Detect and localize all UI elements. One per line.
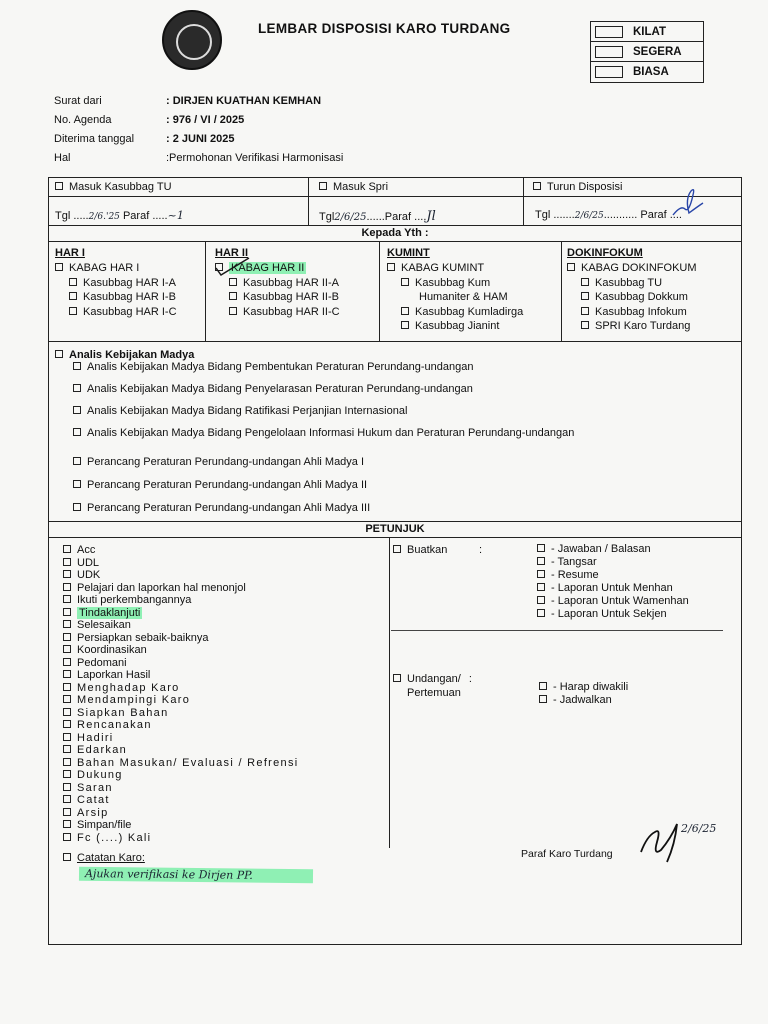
checkbox[interactable]: [63, 833, 71, 841]
colon: :: [468, 673, 472, 685]
checkbox[interactable]: [63, 583, 71, 591]
checkbox[interactable]: [63, 708, 71, 716]
paraf-label: Paraf .....: [122, 210, 168, 222]
unit-head: KUMINT: [387, 247, 430, 259]
paraf-karo-label: Paraf Karo Turdang: [521, 848, 613, 860]
unit-sub-cont: [387, 290, 523, 305]
unit-head: DOKINFOKUM: [567, 247, 643, 259]
petunjuk-label: Rencanakan: [77, 719, 152, 732]
signature-date: 2/6/25: [681, 822, 717, 835]
checkbox[interactable]: [63, 758, 71, 766]
petunjuk-item[interactable]: [63, 769, 299, 782]
analis-label: Analis Kebijakan Madya Bidang Ratifikasi Perjanjian Internasional: [87, 405, 408, 417]
petunjuk-item[interactable]: [63, 657, 299, 670]
letter-info: [54, 91, 343, 167]
unit-kumint: [387, 247, 523, 334]
checkbox[interactable]: [595, 26, 623, 38]
analis-head[interactable]: [55, 349, 194, 361]
unit-label: Kasubbag Kumladirga: [415, 305, 524, 318]
checkbox[interactable]: [537, 596, 545, 604]
analis-label: Analis Kebijakan Madya Bidang Penyelarasan Peraturan Perundang-undangan: [87, 383, 473, 395]
analis-item[interactable]: [73, 456, 364, 468]
buatkan-options: [537, 542, 689, 620]
checkbox[interactable]: [73, 503, 81, 511]
checkbox[interactable]: [63, 808, 71, 816]
divider: [391, 630, 723, 631]
checkbox[interactable]: [63, 595, 71, 603]
checkbox[interactable]: [73, 384, 81, 392]
analis-label: Perancang Peraturan Perundang-undangan Ahli Madya II: [87, 479, 368, 491]
buatkan-item-label: - Jawaban / Balasan: [551, 542, 651, 555]
petunjuk-item[interactable]: [63, 644, 299, 657]
checkbox[interactable]: [595, 46, 623, 58]
petunjuk-item[interactable]: [63, 582, 299, 595]
unit-sub[interactable]: [55, 290, 177, 305]
checkbox[interactable]: [63, 853, 71, 861]
analis-item[interactable]: [73, 479, 367, 491]
checkbox[interactable]: [63, 670, 71, 678]
checkbox[interactable]: [63, 795, 71, 803]
petunjuk-item[interactable]: [63, 694, 299, 707]
petunjuk-label: UDL: [77, 556, 100, 569]
checkbox[interactable]: [537, 544, 545, 552]
petunjuk-label: Acc: [77, 544, 96, 557]
undangan-options: [539, 680, 628, 706]
checkbox[interactable]: [63, 770, 71, 778]
checkbox[interactable]: [537, 557, 545, 565]
checkbox[interactable]: [393, 545, 401, 553]
priority-segera[interactable]: [591, 42, 703, 62]
checkbox[interactable]: [401, 307, 409, 315]
divider: [523, 197, 524, 225]
masuk-label: Masuk Kasubbag TU: [69, 181, 172, 193]
petunjuk-label: Mendampingi Karo: [77, 694, 191, 707]
petunjuk-label: Persiapkan sebaik-baiknya: [77, 631, 209, 644]
checkbox[interactable]: [69, 307, 77, 315]
petunjuk-item[interactable]: [63, 719, 299, 732]
petunjuk-section: [49, 538, 741, 944]
unit-label: Kasubbag Kum: [415, 276, 491, 289]
analis-item[interactable]: [73, 383, 473, 395]
checkbox[interactable]: [319, 182, 327, 190]
petunjuk-item[interactable]: [63, 569, 299, 582]
tgl-row: [49, 197, 741, 226]
priority-label: BIASA: [633, 66, 669, 78]
petunjuk-item[interactable]: [63, 594, 299, 607]
info-value: : DIRJEN KUATHAN KEMHAN: [166, 94, 322, 107]
masuk-turun[interactable]: [533, 181, 622, 193]
unit-label: Kasubbag Jianint: [415, 320, 500, 333]
unit-sub[interactable]: [567, 290, 697, 305]
checkbox[interactable]: [387, 263, 395, 271]
checkbox[interactable]: [55, 350, 63, 358]
checkbox[interactable]: [567, 263, 575, 271]
buatkan-item[interactable]: [537, 607, 689, 620]
checkbox[interactable]: [63, 683, 71, 691]
divider: [561, 242, 562, 341]
analis-item[interactable]: [73, 502, 370, 514]
handwritten-date: 2/6/25: [334, 212, 367, 223]
petunjuk-label: Siapkan Bahan: [77, 706, 169, 719]
unit-label: Kasubbag HAR II-A: [243, 276, 339, 289]
checkbox[interactable]: [595, 66, 623, 78]
buatkan-item-label: - Laporan Untuk Sekjen: [551, 607, 667, 620]
tgl-spri: [319, 209, 436, 224]
buatkan-item[interactable]: [537, 555, 689, 568]
petunjuk-item[interactable]: [63, 794, 299, 807]
paraf-label: ......Paraf ....: [366, 211, 427, 223]
units-section: [49, 242, 741, 342]
checkbox[interactable]: [533, 182, 541, 190]
checkbox[interactable]: [401, 278, 409, 286]
unit-har-i: [55, 247, 177, 319]
undangan-option[interactable]: [393, 672, 472, 700]
petunjuk-item[interactable]: [63, 557, 299, 570]
checkbox[interactable]: [537, 570, 545, 578]
unit-label: KABAG HAR II: [231, 262, 305, 275]
buatkan-item-label: - Laporan Untuk Wamenhan: [551, 594, 689, 607]
divider: [308, 178, 309, 196]
handwritten-date: 2/6.'25: [88, 212, 120, 222]
checkbox[interactable]: [229, 278, 237, 286]
checkbox[interactable]: [63, 633, 71, 641]
checkbox[interactable]: [581, 307, 589, 315]
tgl-label: Tgl .......: [535, 209, 575, 221]
petunjuk-label: UDK: [77, 569, 101, 582]
analis-item[interactable]: [73, 427, 574, 439]
unit-head: HAR I: [55, 247, 85, 259]
petunjuk-item[interactable]: [63, 732, 299, 745]
unit-sub[interactable]: [55, 276, 177, 291]
unit-sub[interactable]: [215, 290, 340, 305]
divider: [379, 242, 380, 341]
unit-label: Kasubbag Dokkum: [595, 291, 688, 304]
checkbox[interactable]: [73, 457, 81, 465]
unit-sub[interactable]: [387, 319, 523, 334]
petunjuk-label: Bahan Masukan/ Evaluasi / Refrensi: [77, 756, 299, 769]
unit-label: Kasubbag HAR II-C: [243, 305, 340, 318]
priority-box: [590, 21, 704, 83]
catatan-label: Catatan Karo:: [77, 852, 145, 864]
undangan-item[interactable]: [539, 693, 628, 706]
unit-sub[interactable]: [567, 305, 697, 320]
checkbox[interactable]: [537, 609, 545, 617]
buatkan-item[interactable]: [537, 594, 689, 607]
petunjuk-label: Pelajari dan laporkan hal menonjol: [77, 581, 246, 594]
petunjuk-item[interactable]: [63, 632, 299, 645]
analis-item[interactable]: [73, 405, 407, 417]
checkbox[interactable]: [63, 645, 71, 653]
petunjuk-label: Tindaklanjuti: [79, 606, 141, 619]
ministry-logo: [162, 10, 222, 70]
checkbox[interactable]: [63, 620, 71, 628]
checkbox[interactable]: [63, 783, 71, 791]
checkbox[interactable]: [55, 182, 63, 190]
petunjuk-label: Arsip: [77, 806, 109, 819]
buatkan-option[interactable]: [393, 544, 447, 556]
checkbox[interactable]: [63, 733, 71, 741]
petunjuk-item[interactable]: [63, 807, 299, 820]
checkbox[interactable]: [63, 695, 71, 703]
unit-sub[interactable]: [387, 305, 523, 320]
checkbox[interactable]: [581, 292, 589, 300]
checkbox[interactable]: [229, 292, 237, 300]
unit-label: KABAG DOKINFOKUM: [581, 262, 697, 275]
checkbox[interactable]: [63, 720, 71, 728]
tgl-turun: [535, 209, 682, 221]
disposition-table: [48, 177, 742, 945]
undangan-item[interactable]: [539, 680, 628, 693]
catatan-karo[interactable]: [63, 852, 145, 864]
unit-main[interactable]: [567, 261, 697, 276]
checkbox[interactable]: [229, 307, 237, 315]
checked-checkbox[interactable]: [63, 608, 71, 616]
unit-label: Kasubbag HAR I-B: [83, 291, 176, 304]
checkbox[interactable]: [581, 278, 589, 286]
unit-label: SPRI Karo Turdang: [595, 320, 691, 333]
info-value: : 976 / VI / 2025: [166, 113, 245, 126]
divider: [523, 178, 524, 196]
page-title: LEMBAR DISPOSISI KARO TURDANG: [258, 21, 511, 36]
petunjuk-label: Koordinasikan: [77, 644, 147, 657]
unit-sub[interactable]: [215, 305, 340, 320]
info-value: :Permohonan Verifikasi Harmonisasi: [166, 151, 344, 164]
petunjuk-label: Menghadap Karo: [77, 681, 180, 694]
petunjuk-item[interactable]: [63, 544, 299, 557]
petunjuk-label: Laporkan Hasil: [77, 669, 151, 682]
checkbox[interactable]: [69, 292, 77, 300]
checkbox[interactable]: [63, 745, 71, 753]
checkbox[interactable]: [73, 362, 81, 370]
pertemuan-label: Pertemuan: [407, 687, 461, 699]
petunjuk-item[interactable]: [63, 757, 299, 770]
unit-label: Kasubbag HAR I-A: [83, 276, 176, 289]
info-label: Diterima tanggal: [54, 132, 135, 145]
unit-sub[interactable]: [567, 319, 697, 334]
petunjuk-label: Selesaikan: [77, 619, 131, 632]
divider: [389, 538, 390, 848]
petunjuk-label: Saran: [77, 781, 113, 794]
petunjuk-label: Hadiri: [77, 731, 114, 744]
analis-label: Perancang Peraturan Perundang-undangan Ahli Madya I: [87, 456, 365, 468]
petunjuk-item[interactable]: [63, 744, 299, 757]
checkbox[interactable]: [73, 480, 81, 488]
unit-label: Humaniter & HAM: [419, 291, 508, 304]
masuk-label: Masuk Spri: [333, 181, 389, 193]
buatkan-item[interactable]: [537, 542, 689, 555]
blue-paraf-signature: [667, 185, 707, 221]
divider: [308, 197, 309, 225]
petunjuk-header: PETUNJUK: [49, 522, 741, 538]
info-row-sender: [54, 91, 343, 110]
tgl-label: Tgl .....: [55, 210, 89, 222]
info-row-subject: [54, 148, 343, 167]
petunjuk-label: Ikuti perkembangannya: [77, 594, 192, 607]
petunjuk-item[interactable]: [63, 707, 299, 720]
checkbox[interactable]: [69, 278, 77, 286]
masuk-row: [49, 178, 741, 197]
checkbox[interactable]: [63, 658, 71, 666]
unit-label: Kasubbag HAR II-B: [243, 291, 339, 304]
checkbox[interactable]: [63, 545, 71, 553]
analis-label: Perancang Peraturan Perundang-undangan Ahli Madya III: [87, 502, 371, 514]
petunjuk-item[interactable]: [63, 832, 299, 845]
info-row-agenda: [54, 110, 343, 129]
checkbox[interactable]: [63, 570, 71, 578]
petunjuk-label: Catat: [77, 794, 110, 807]
petunjuk-item[interactable]: [63, 682, 299, 695]
unit-main[interactable]: [55, 261, 177, 276]
check-mark-icon: [213, 256, 253, 278]
checkbox[interactable]: [539, 682, 547, 690]
info-label: No. Agenda: [54, 113, 112, 126]
paraf-label: ........... Paraf ....: [603, 209, 682, 221]
masuk-label: Turun Disposisi: [547, 181, 623, 193]
unit-sub[interactable]: [567, 276, 697, 291]
priority-biasa[interactable]: [591, 62, 703, 82]
info-value: : 2 JUNI 2025: [166, 132, 235, 145]
petunjuk-item[interactable]: [63, 819, 299, 832]
undangan-row: [393, 672, 472, 686]
handwritten-initial: Jl: [426, 209, 436, 224]
analis-label: Analis Kebijakan Madya Bidang Pengelolaan Informasi Hukum dan Peraturan Perundang-undangan: [87, 427, 575, 439]
buatkan-label: Buatkan: [407, 544, 448, 556]
catatan-handwritten-text: Ajukan verifikasi ke Dirjen PP.: [84, 867, 253, 882]
handwritten-initial: ~1: [167, 209, 184, 222]
info-label: Hal: [54, 151, 71, 164]
info-label: Surat dari: [54, 94, 102, 107]
analis-head-label: Analis Kebijakan Madya: [69, 349, 195, 361]
undangan-item-label: - Harap diwakili: [553, 680, 629, 693]
priority-label: KILAT: [633, 25, 667, 38]
analis-section: [49, 342, 741, 522]
checkbox[interactable]: [539, 695, 547, 703]
unit-main[interactable]: [387, 261, 523, 276]
checkbox[interactable]: [73, 406, 81, 414]
petunjuk-item[interactable]: [63, 619, 299, 632]
unit-label: Kasubbag HAR I-C: [83, 305, 177, 318]
checkbox[interactable]: [537, 583, 545, 591]
masuk-spri[interactable]: [319, 181, 388, 193]
tgl-kasubbag: [55, 209, 184, 222]
petunjuk-item[interactable]: [63, 669, 299, 682]
petunjuk-item[interactable]: [63, 782, 299, 795]
undangan-label: Undangan/: [407, 673, 461, 685]
petunjuk-label: Dukung: [77, 769, 123, 782]
unit-label: Kasubbag Infokum: [595, 305, 687, 318]
buatkan-item-label: - Resume: [551, 568, 599, 581]
checkbox[interactable]: [73, 428, 81, 436]
checkbox[interactable]: [63, 820, 71, 828]
buatkan-item-label: - Laporan Untuk Menhan: [551, 581, 673, 594]
colon: :: [479, 544, 483, 556]
unit-label: Kasubbag TU: [595, 276, 663, 289]
checkbox[interactable]: [581, 321, 589, 329]
analis-label: Analis Kebijakan Madya Bidang Pembentukan Peraturan Perundang-undangan: [87, 361, 474, 373]
buatkan-item[interactable]: [537, 568, 689, 581]
checkbox[interactable]: [393, 674, 401, 682]
unit-label: KABAG HAR I: [69, 262, 140, 275]
petunjuk-label: Simpan/file: [77, 819, 132, 832]
analis-item[interactable]: [73, 361, 474, 373]
petunjuk-label: Edarkan: [77, 744, 128, 757]
buatkan-item-label: - Tangsar: [551, 555, 597, 568]
priority-kilat[interactable]: [591, 22, 703, 42]
handwritten-date: 2/6/25: [574, 211, 604, 221]
info-row-received: [54, 129, 343, 148]
kepada-header: Kepada Yth :: [49, 226, 741, 242]
undangan-item-label: - Jadwalkan: [553, 693, 612, 706]
checkbox[interactable]: [63, 558, 71, 566]
masuk-kasubbag[interactable]: [55, 181, 172, 193]
unit-label: KABAG KUMINT: [401, 262, 485, 275]
petunjuk-label: Fc (....) Kali: [77, 831, 152, 844]
unit-sub[interactable]: [55, 305, 177, 320]
buatkan-item[interactable]: [537, 581, 689, 594]
petunjuk-list: [63, 544, 299, 844]
checkbox[interactable]: [55, 263, 63, 271]
priority-label: SEGERA: [633, 45, 682, 58]
unit-sub[interactable]: [387, 276, 523, 291]
unit-dokinfokum: [567, 247, 697, 334]
divider: [205, 242, 206, 341]
petunjuk-label: Pedomani: [77, 656, 127, 669]
unit-head: HAR II: [215, 247, 248, 259]
tgl-label: Tgl: [319, 211, 335, 223]
checkbox[interactable]: [401, 321, 409, 329]
petunjuk-item-selected[interactable]: [63, 607, 299, 620]
